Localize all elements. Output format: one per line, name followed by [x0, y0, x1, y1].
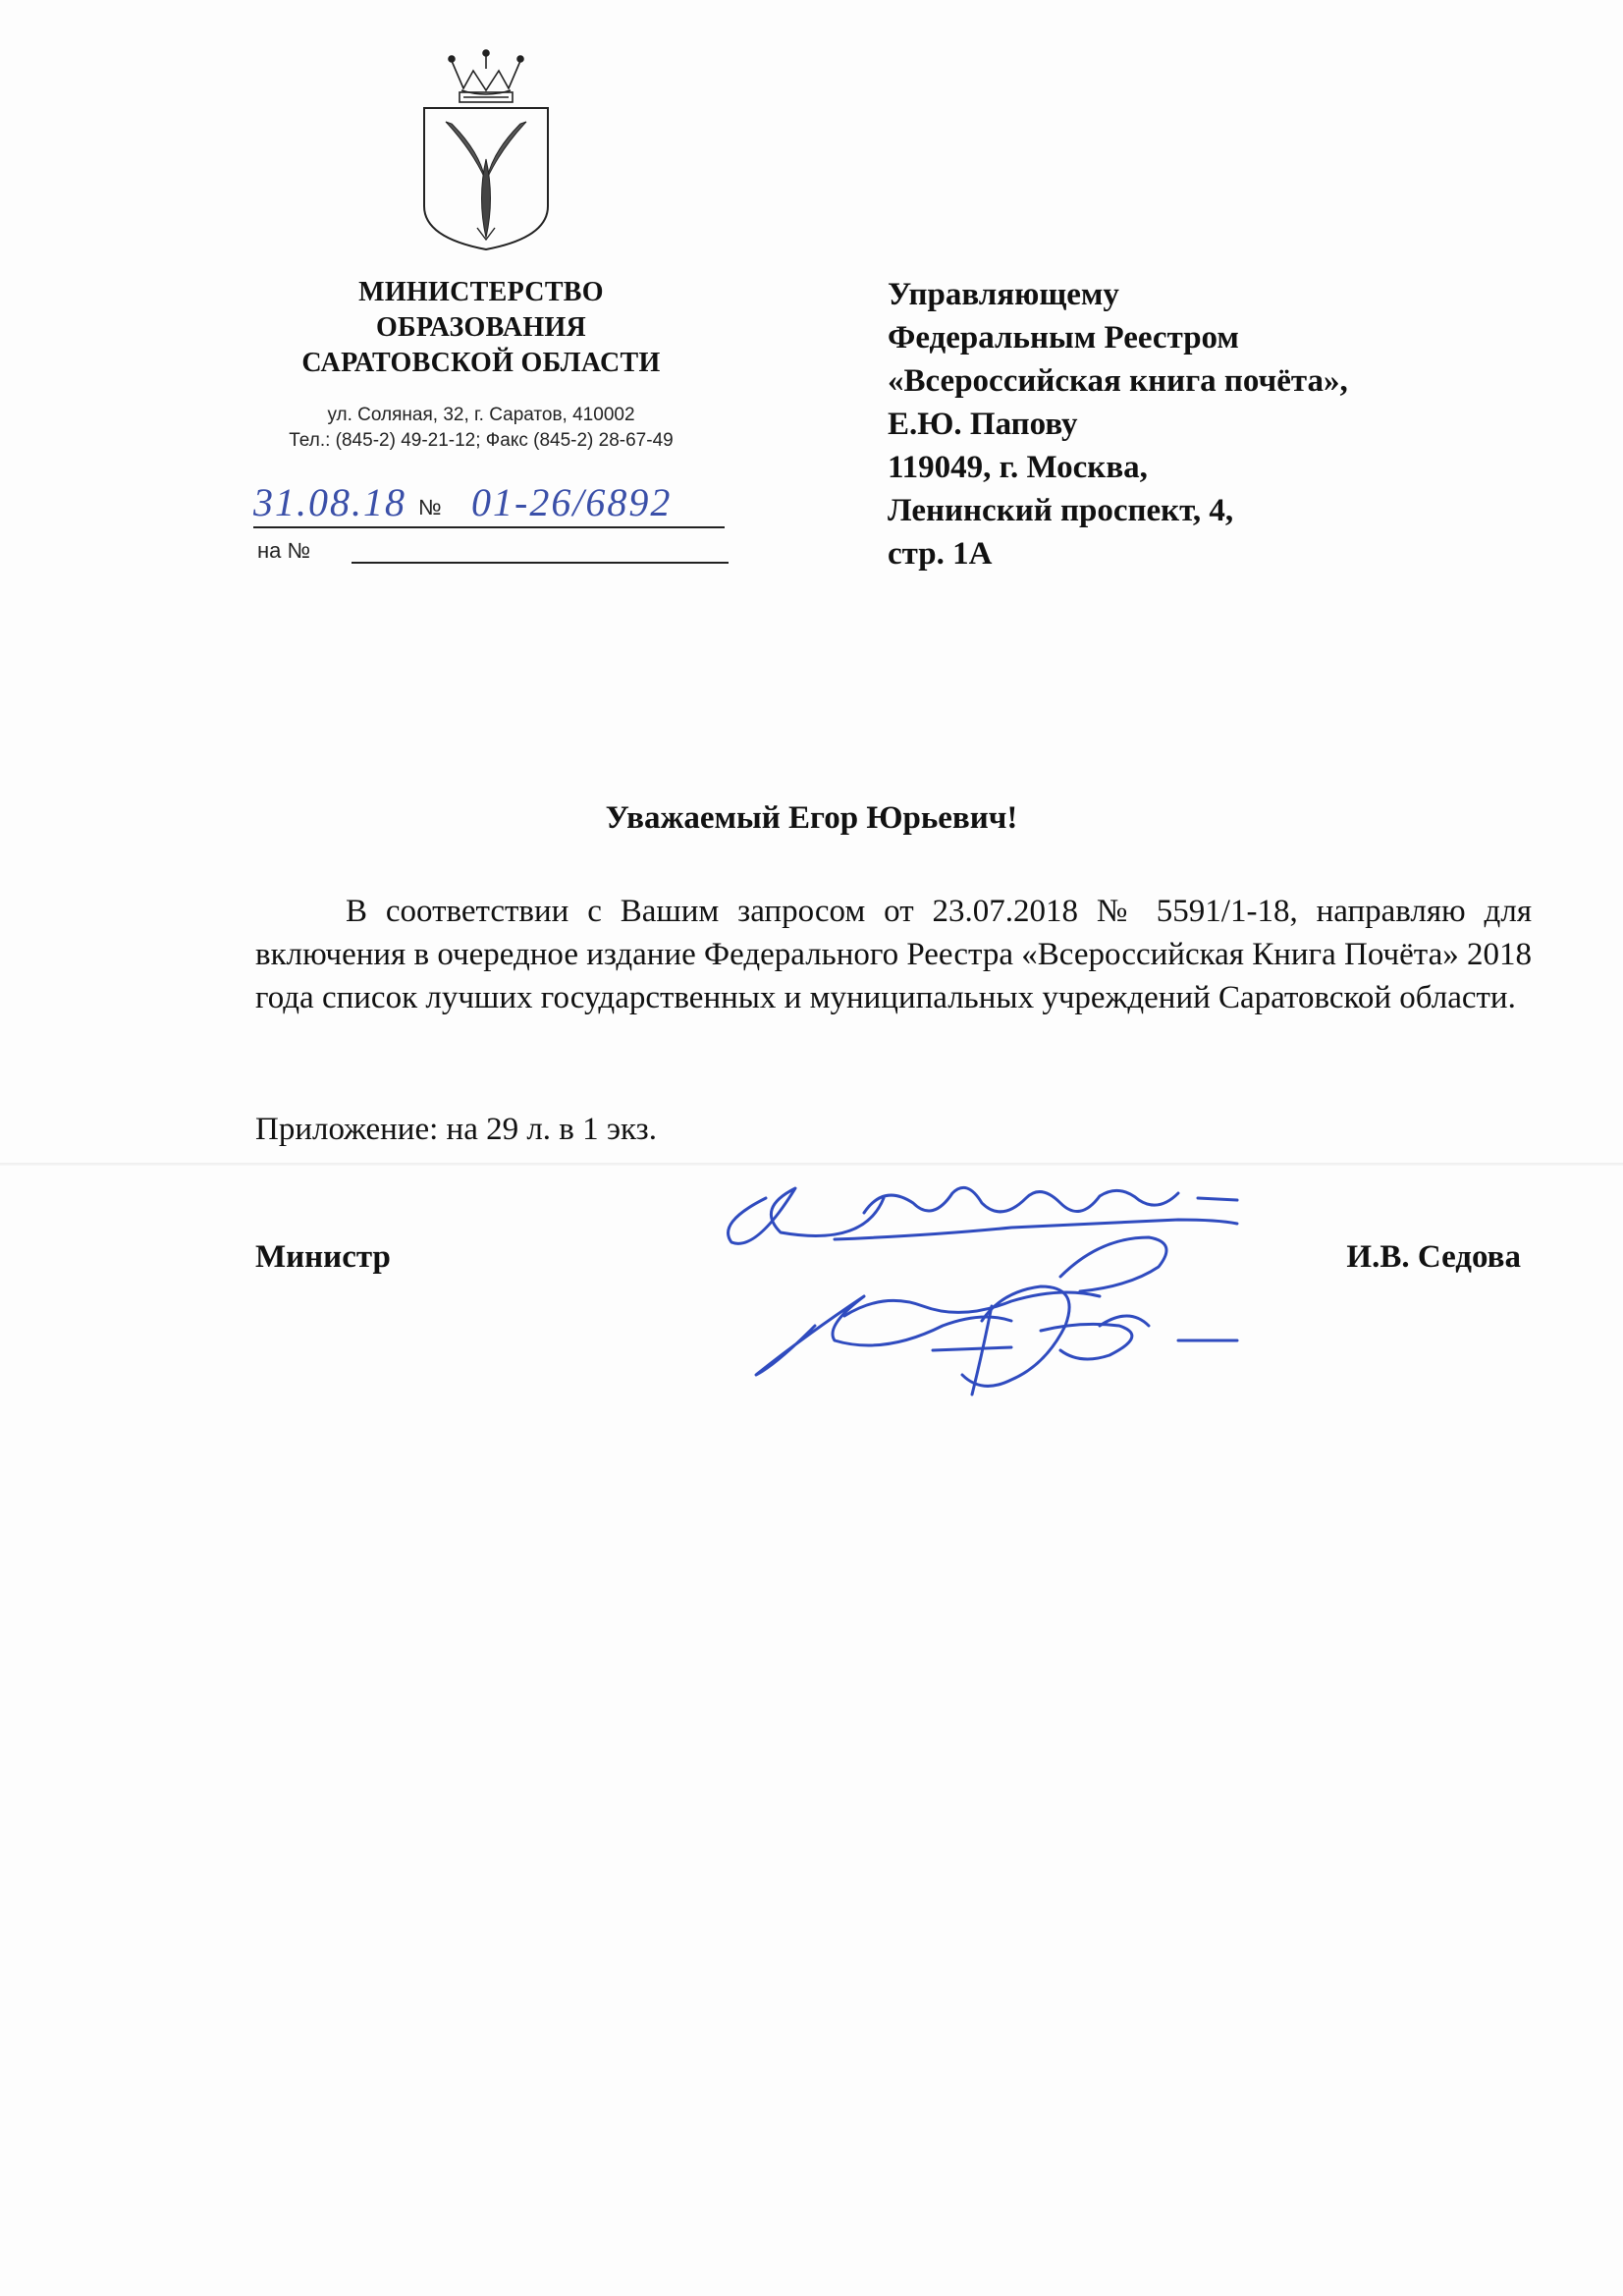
- reply-to-underline: [352, 562, 729, 564]
- ministry-phone-fax: Тел.: (845-2) 49-21-12; Факс (845-2) 28-67-49: [289, 430, 674, 451]
- salutation: Уважаемый Егор Юрьевич!: [605, 800, 1018, 836]
- signatory-title: Министр: [255, 1239, 391, 1275]
- reply-to-label: на №: [257, 538, 311, 563]
- number-sign: №: [418, 495, 442, 519]
- addressee-line: 119049, г. Москва,: [888, 450, 1148, 485]
- addressee-block: [888, 273, 1575, 575]
- ministry-line: МИНИСТЕРСТВО: [358, 277, 604, 307]
- addressee-line: стр. 1А: [888, 536, 993, 572]
- registration-underline: [253, 526, 725, 528]
- signature-icon: [687, 1129, 1316, 1424]
- coat-of-arms-icon: [412, 41, 560, 257]
- addressee-line: Управляющему: [888, 277, 1119, 312]
- addressee-line: Е.Ю. Папову: [888, 407, 1078, 442]
- addressee-line: Федеральным Реестром: [888, 320, 1239, 355]
- attachment-note: Приложение: на 29 л. в 1 экз.: [255, 1112, 657, 1147]
- ministry-name: [236, 275, 727, 381]
- letter-body-text: В соответствии с Вашим запросом от 23.07.2018 № 5591/1-18, направляю для включения в очередное издание Федерального Реестра «Всероссийская Книга Почёта» 2018 года список лучших государственных и муниципальных учреждений Саратовской области.: [255, 894, 1532, 1015]
- ministry-contacts: [236, 403, 727, 454]
- reply-to-line: [257, 538, 729, 577]
- ministry-line: САРАТОВСКОЙ ОБЛАСТИ: [301, 348, 661, 378]
- registration-number: 01-26/6892: [471, 480, 673, 524]
- ministry-line: ОБРАЗОВАНИЯ: [375, 312, 587, 343]
- signatory-name: И.В. Седова: [1346, 1239, 1521, 1275]
- ministry-address: ул. Соляная, 32, г. Саратов, 410002: [327, 405, 635, 425]
- letter-body: [255, 890, 1532, 1019]
- addressee-line: Ленинский проспект, 4,: [888, 493, 1234, 528]
- registration-line: [253, 479, 725, 530]
- registration-date: 31.08.18: [253, 480, 406, 524]
- addressee-line: «Всероссийская книга почёта»,: [888, 363, 1348, 399]
